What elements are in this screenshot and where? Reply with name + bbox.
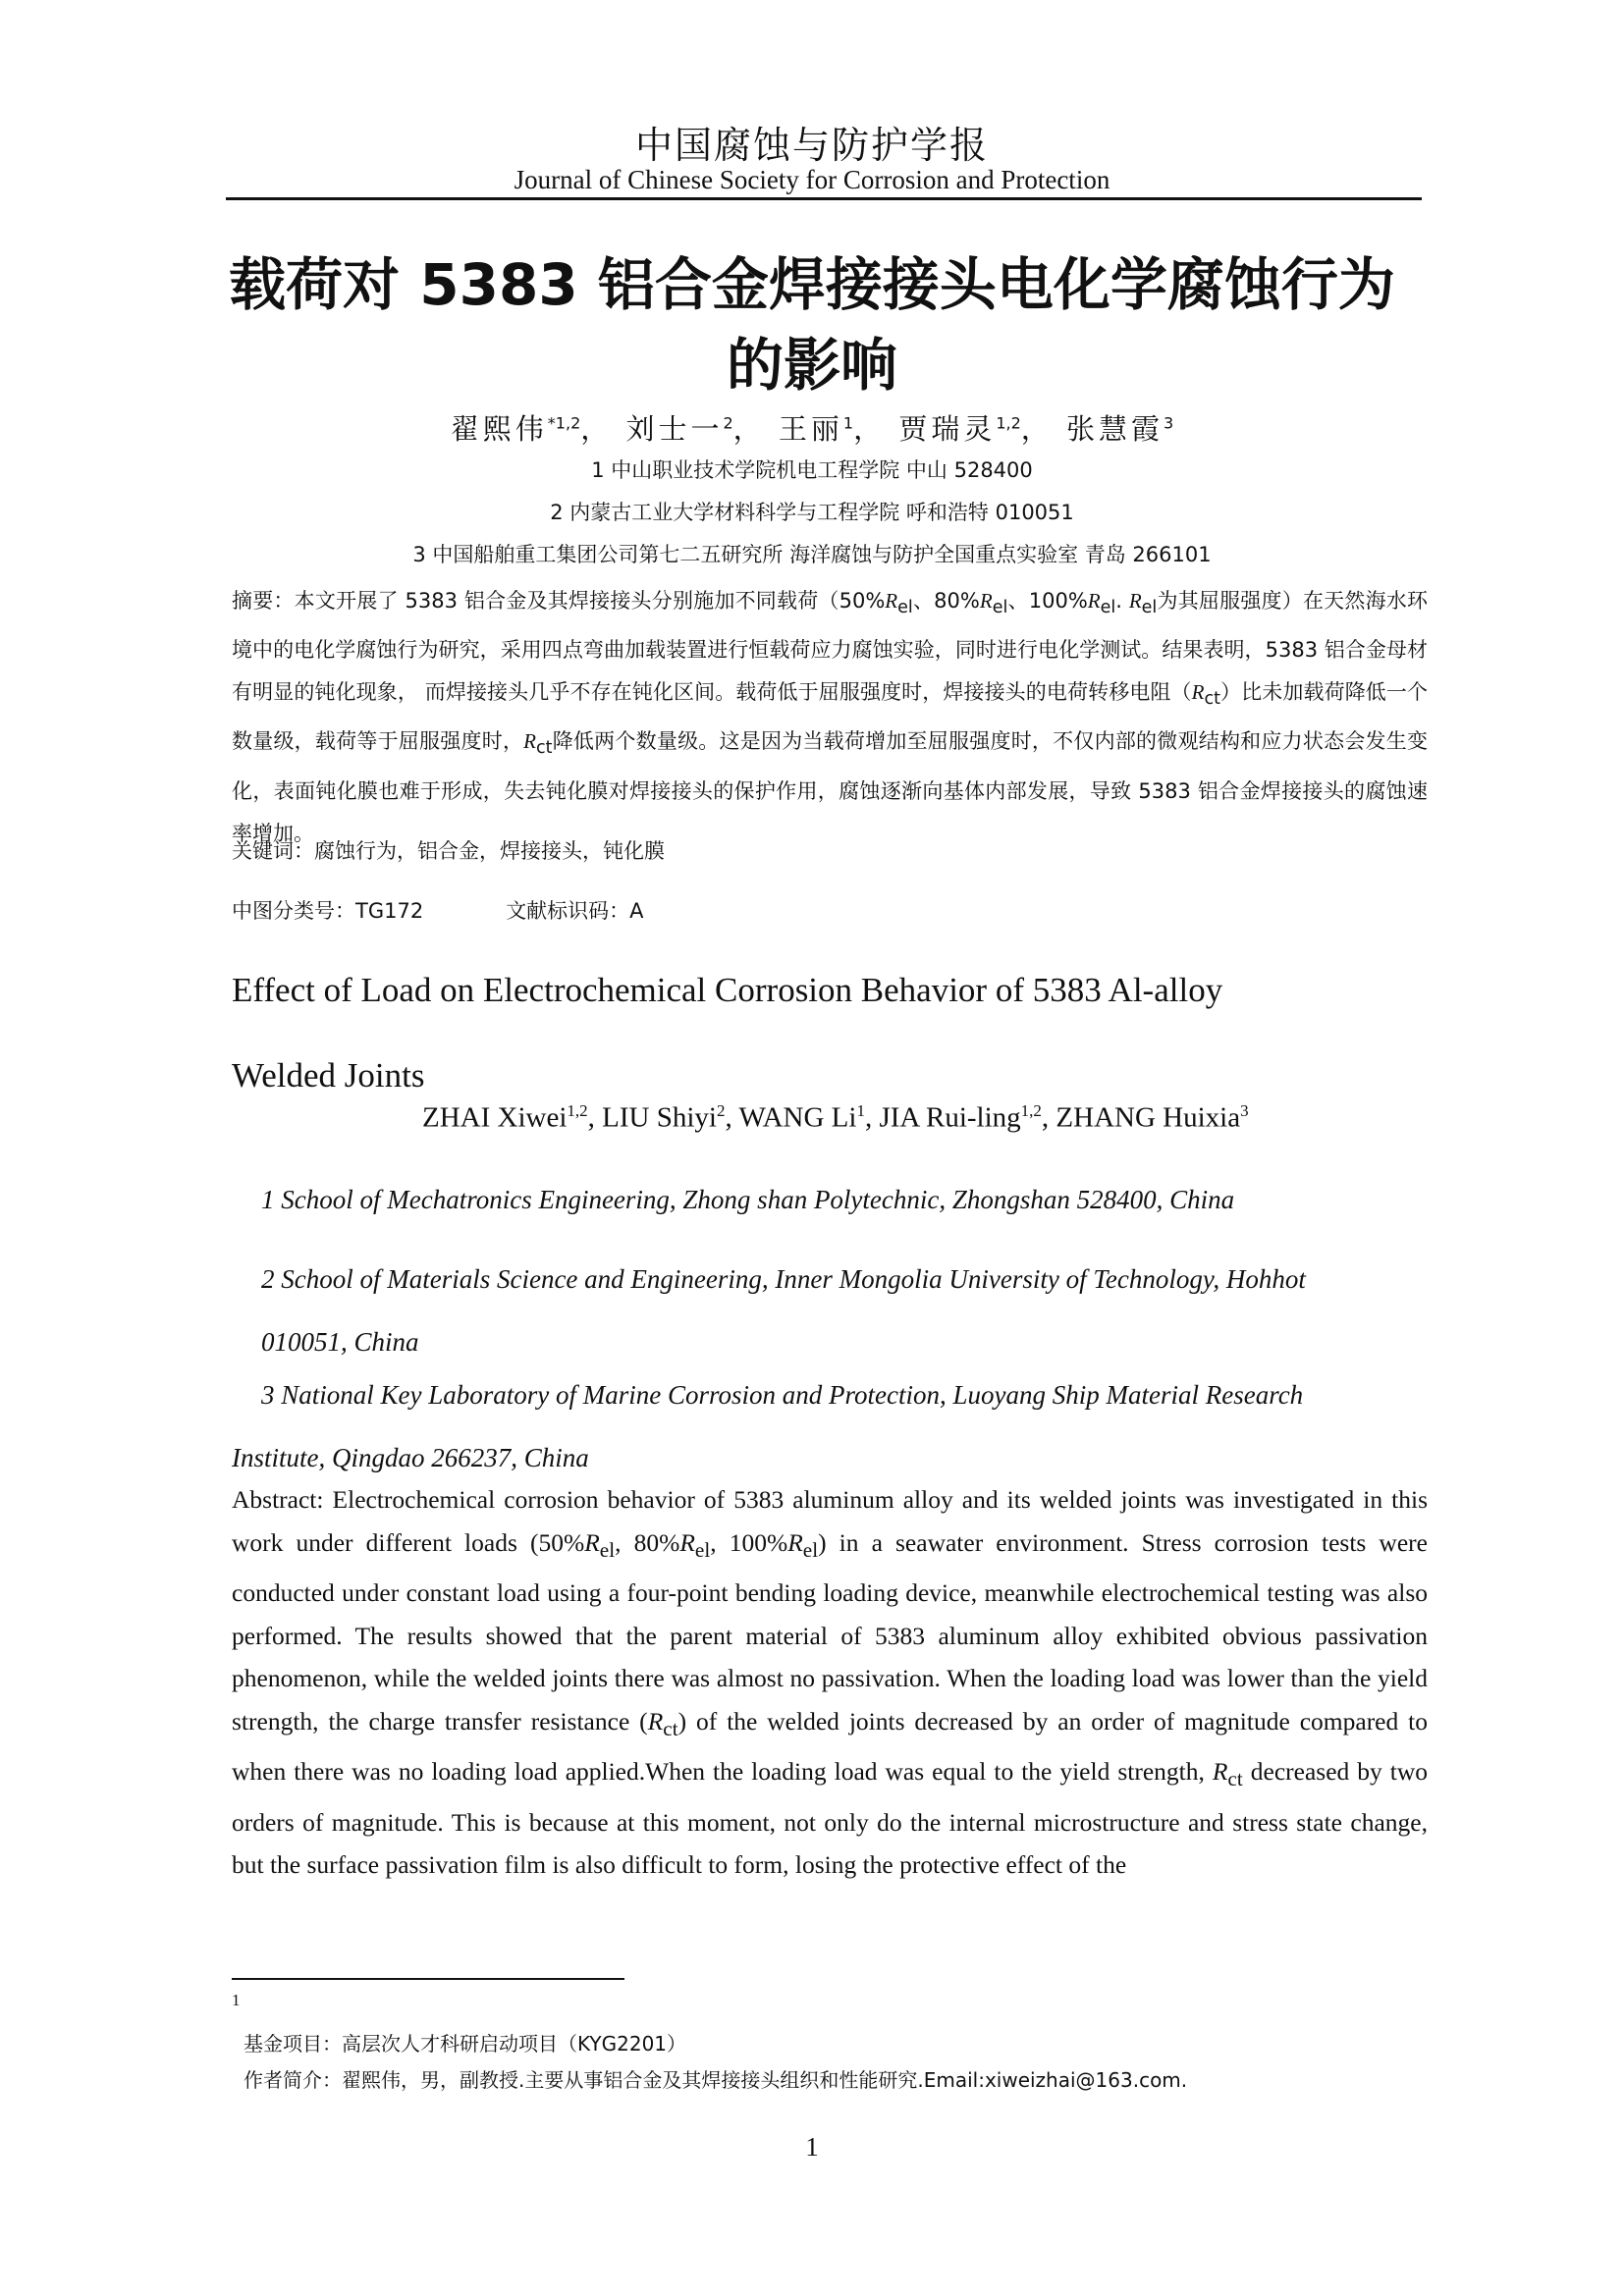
symbol-sub: el xyxy=(1100,598,1116,618)
abstract-cn-text: 降低两个数量级。这是因为当载荷增加至屈服强度时，不仅内部的微观结构和应力状态会发生变化，表面钝化膜也难于形成，失去钝化膜对焊接接头的保护作用，腐蚀逐渐向基体内部发展，导致 5383 铝合金焊接接头的腐蚀速率增加。 xyxy=(232,729,1428,845)
abstract-cn-text: 、80% xyxy=(912,589,980,613)
author-cn: 贾瑞灵 xyxy=(898,412,997,446)
symbol-r: R xyxy=(1087,589,1101,613)
author-en-affiliation: 1,2 xyxy=(567,1101,588,1120)
abstract-cn-text: 、100% xyxy=(1007,589,1088,613)
symbol-sub: el xyxy=(802,1537,819,1562)
author-en-affiliation: 1,2 xyxy=(1020,1101,1042,1120)
author-list-cn: 翟熙伟$^{*1,2}$， 刘士一$^2$， 王丽$^1$， 贾瑞灵$^{1,2}$， 张慧霞$^3$ xyxy=(450,412,1174,446)
author-en: ZHAI Xiwei xyxy=(422,1101,568,1134)
affiliation-cn-2: 2 内蒙古工业大学材料科学与工程学院 呼和浩特 010051 xyxy=(550,501,1074,524)
symbol-r: R xyxy=(979,589,993,613)
author-en: JIA Rui-ling xyxy=(879,1101,1021,1134)
author-en: LIU Shiyi xyxy=(602,1101,717,1134)
symbol-r: R xyxy=(523,729,536,754)
footnote-rule xyxy=(232,1978,624,1980)
symbol-r: R xyxy=(1191,680,1205,705)
symbol-r: R xyxy=(787,1527,803,1557)
symbol-sub: ct xyxy=(663,1716,678,1740)
abstract-en-text: Abstract: Electrochemical corrosion behavior of 5383 aluminum alloy and its welded joints was investigated in this work under different loads (50% xyxy=(232,1485,1428,1557)
abstract-en-text: ) in a seawater environment. Stress corrosion tests were conducted under constant load using a four-point bending loading device, meanwhile electrochemical testing was also performed. The results showed that the parent material of 5383 aluminum alloy exhibited obvious passivation phenomenon, while the welded joints there was almost no passivation. When the loading load was lower than the yield strength, the charge transfer resistance ( xyxy=(232,1527,1428,1735)
symbol-r: R xyxy=(1128,589,1142,613)
author-cn: 刘士一 xyxy=(625,412,724,446)
affiliation-cn-1: 1 中山职业技术学院机电工程学院 中山 528400 xyxy=(591,458,1033,482)
footnote-funding: 基金项目：高层次人才科研启动项目（KYG2201） xyxy=(244,2032,687,2056)
author-en-affiliation: 2 xyxy=(716,1101,726,1120)
abstract-cn: 摘要：本文开展了 5383 铝合金及其焊接接头分别施加不同载荷（$50\%R_{el}$、$80\%R_{el}$、$100\%R_{el}$. $R_{el}$为其屈服强度）在天然海水环境中的电化学腐蚀行为研究，采用四点弯曲加载装置进行恒载荷应力腐蚀实验，同时进行电化学测试。结果表明，5383 铝合金母材有明显的钝化现象， 而焊接接头几乎不存在钝化区间。载荷低于屈服强度时，焊接接头的电荷转移电阻$(R_{ct})$比未加载荷降低一个数量级，载荷等于屈服强度时，$R_{ct}$降低两个数量级。这是因为当载荷增加至屈服强度时，不仅内部的微观结构和应力状态会发生变化，表面钝化膜也难于形成，失去钝化膜对焊接接头的保护作用，腐蚀逐渐向基体内部发展，导致 5383 铝合金焊接接头的腐蚀速率增加。 xyxy=(232,589,1429,845)
keywords-cn: 关键词：腐蚀行为，铝合金，焊接接头，钝化膜 xyxy=(232,839,665,863)
symbol-r: R xyxy=(1212,1757,1228,1787)
abstract-en-text: ) of the welded joints decreased by an order of magnitude compared to when there was no loading load applied.When the loading load was equal to the yield strength, xyxy=(232,1706,1429,1787)
paper-title-en-line1: Effect of Load on Electrochemical Corrosion Behavior of 5383 Al-alloy xyxy=(232,971,1223,1009)
abstract-en-text: decreased by two orders of magnitude. This is because at this moment, not only do the internal microstructure and stress state change, but the surface passivation film is also difficult to form, losing the protective effect of the xyxy=(232,1757,1428,1880)
abstract-en xyxy=(232,1478,1428,1887)
symbol-sub: ct xyxy=(1204,689,1220,710)
footnote-mark: 1 xyxy=(232,1991,241,2009)
author-cn-affiliation: 1,2 xyxy=(996,413,1021,433)
abstract-en-text: , 100% xyxy=(710,1527,788,1557)
affiliation-en-3-line1: 3 National Key Laboratory of Marine Corrosion and Protection, Luoyang Ship Material Research xyxy=(261,1380,1304,1410)
symbol-sub: el xyxy=(992,598,1008,618)
symbol-sub: el xyxy=(694,1537,711,1562)
author-cn-affiliation: 3 xyxy=(1164,413,1174,433)
author-en-affiliation: 3 xyxy=(1240,1101,1249,1120)
affiliation-en-3-line2: Institute, Qingdao 266237, China xyxy=(232,1443,589,1472)
symbol-r: R xyxy=(679,1527,695,1557)
abstract-cn-text: 为其屈服强度）在天然海水环境中的电化学腐蚀行为研究，采用四点弯曲加载装置进行恒载荷应力腐蚀实验，同时进行电化学测试。结果表明，5383 铝合金母材有明显的钝化现象， 而焊接接头几乎不存在钝化区间。载荷低于屈服强度时，焊接接头的电荷转移电阻（ xyxy=(232,589,1428,705)
author-en: WANG Li xyxy=(738,1101,857,1134)
journal-title-cn: 中国腐蚀与防护学报 xyxy=(634,124,989,167)
paper-title-en-line2: Welded Joints xyxy=(232,1056,425,1095)
affiliation-cn-3: 3 中国船舶重工集团公司第七二五研究所 海洋腐蚀与防护全国重点实验室 青岛 266101 xyxy=(412,543,1212,566)
journal-title-en: Journal of Chinese Society for Corrosion and Protection xyxy=(514,165,1110,194)
clc-number: 中图分类号：TG172 xyxy=(232,899,424,923)
abstract-cn-label: 摘要： xyxy=(232,589,295,613)
author-list-en: ZHAI Xiwei$^{1,2}$, LIU Shiyi$^2$, WANG Li$^1$, JIA Rui-ling$^{1,2}$, ZHANG Huixia$^3$ xyxy=(422,1101,1249,1134)
affiliation-en-3 xyxy=(232,1363,1457,1489)
author-en-affiliation: 1 xyxy=(856,1101,865,1120)
footnote-author-bio: 作者简介：翟熙伟，男，副教授.主要从事铝合金及其焊接接头组织和性能研究.Email:xiweizhai@163.com. xyxy=(244,2068,1188,2092)
affiliation-en-2-line1: 2 School of Materials Science and Engineering, Inner Mongolia University of Technology, Hohhot xyxy=(261,1264,1306,1294)
document-code: 文献标识码：A xyxy=(506,899,644,923)
symbol-sub: ct xyxy=(536,738,553,759)
paper-title-cn-line2: 的影响 xyxy=(726,332,897,399)
symbol-r: R xyxy=(584,1527,600,1557)
author-cn: 张慧霞 xyxy=(1066,412,1164,446)
symbol-sub: el xyxy=(1141,598,1158,618)
affiliation-en-2-line2: 010051, China xyxy=(261,1327,419,1357)
author-cn-affiliation: 2 xyxy=(723,413,733,433)
symbol-r: R xyxy=(647,1706,664,1735)
author-en: ZHANG Huixia xyxy=(1056,1101,1241,1134)
abstract-en-text: , 80% xyxy=(615,1527,680,1557)
symbol-r: R xyxy=(885,589,898,613)
abstract-cn-text: 本文开展了 5383 铝合金及其焊接接头分别施加不同载荷（50% xyxy=(294,589,886,613)
classification-line xyxy=(232,895,644,925)
affiliation-en-2 xyxy=(232,1248,1457,1373)
author-cn: 翟熙伟 xyxy=(450,412,548,446)
author-cn-affiliation: 1 xyxy=(842,413,854,433)
header-rule xyxy=(226,197,1422,200)
author-cn-affiliation: *1,2 xyxy=(547,413,581,433)
paper-title-en xyxy=(232,947,1428,1118)
symbol-sub: el xyxy=(599,1537,616,1562)
symbol-sub: el xyxy=(897,598,913,618)
symbol-sub: ct xyxy=(1227,1767,1243,1791)
paper-title-cn-line1: 载荷对 5383 铝合金焊接接头电化学腐蚀行为 xyxy=(229,251,1395,318)
affiliation-en-1: 1 School of Mechatronics Engineering, Zhong shan Polytechnic, Zhongshan 528400, China xyxy=(261,1185,1235,1214)
author-cn: 王丽 xyxy=(778,412,843,446)
abstract-cn-text: ）比未加载荷降低一个数量级，载荷等于屈服强度时， xyxy=(232,680,1429,754)
page-number: 1 xyxy=(805,2132,819,2162)
